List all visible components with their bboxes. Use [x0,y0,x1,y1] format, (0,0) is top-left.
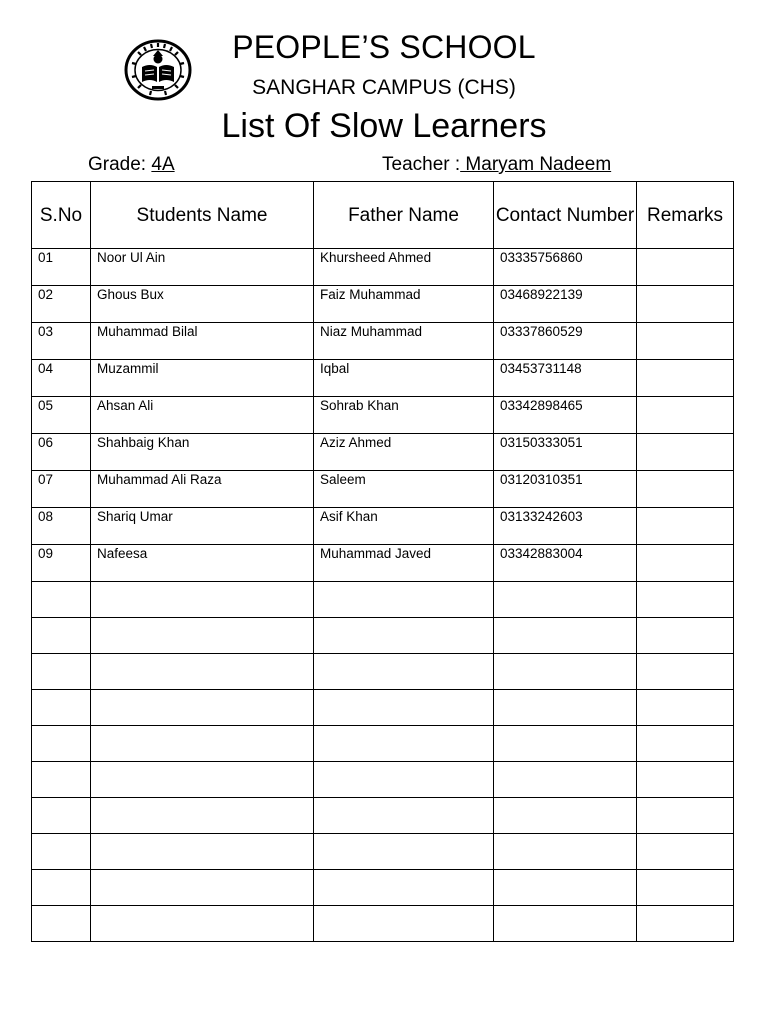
blank-table-row [32,762,734,798]
blank-cell [314,618,494,654]
blank-cell [494,726,637,762]
blank-cell [32,870,91,906]
blank-cell [494,870,637,906]
blank-cell [494,690,637,726]
student-name-cell: Muhammad Ali Raza [91,471,314,508]
blank-cell [637,798,734,834]
blank-table-row [32,582,734,618]
blank-cell [314,870,494,906]
blank-cell [91,690,314,726]
column-header-student-name: Students Name [91,182,314,249]
blank-cell [32,654,91,690]
blank-cell [494,618,637,654]
teacher-value: Maryam Nadeem [460,154,612,175]
blank-cell [494,798,637,834]
blank-cell [91,582,314,618]
remarks-cell [637,397,734,434]
blank-cell [637,690,734,726]
blank-cell [637,762,734,798]
blank-cell [32,618,91,654]
teacher-label: Teacher : [382,154,461,175]
remarks-cell [637,471,734,508]
blank-cell [314,906,494,942]
sno-cell: 09 [32,545,91,582]
student-name-cell: Noor Ul Ain [91,249,314,286]
remarks-cell [637,360,734,397]
blank-cell [637,582,734,618]
blank-table-row [32,618,734,654]
blank-cell [91,762,314,798]
blank-table-row [32,906,734,942]
blank-cell [32,690,91,726]
blank-table-row [32,726,734,762]
father-name-cell: Iqbal [314,360,494,397]
blank-cell [314,654,494,690]
blank-cell [91,870,314,906]
blank-cell [494,762,637,798]
column-header-father-name: Father Name [314,182,494,249]
blank-cell [637,654,734,690]
contact-number-cell: 03342883004 [494,545,637,582]
table-row [32,471,734,508]
sno-cell: 06 [32,434,91,471]
blank-cell [91,906,314,942]
table-body [32,249,734,942]
blank-table-row [32,870,734,906]
blank-cell [314,582,494,618]
sno-cell: 01 [32,249,91,286]
table-row [32,397,734,434]
blank-cell [314,690,494,726]
blank-cell [494,654,637,690]
remarks-cell [637,286,734,323]
remarks-cell [637,249,734,286]
father-name-cell: Muhammad Javed [314,545,494,582]
student-name-cell: Muzammil [91,360,314,397]
remarks-cell [637,323,734,360]
grade-label: Grade: [88,154,147,175]
remarks-cell [637,434,734,471]
student-name-cell: Ghous Bux [91,286,314,323]
father-name-cell: Asif Khan [314,508,494,545]
blank-cell [494,834,637,870]
table-header-row [32,182,734,249]
blank-cell [32,762,91,798]
blank-cell [314,762,494,798]
contact-number-cell: 03342898465 [494,397,637,434]
table-row [32,545,734,582]
contact-number-cell: 03120310351 [494,471,637,508]
contact-number-cell: 03133242603 [494,508,637,545]
blank-cell [494,582,637,618]
father-name-cell: Niaz Muhammad [314,323,494,360]
student-name-cell: Nafeesa [91,545,314,582]
blank-cell [314,834,494,870]
father-name-cell: Saleem [314,471,494,508]
contact-number-cell: 03335756860 [494,249,637,286]
blank-cell [637,834,734,870]
table-row [32,323,734,360]
blank-cell [32,834,91,870]
blank-cell [637,618,734,654]
blank-cell [32,582,91,618]
father-name-cell: Sohrab Khan [314,397,494,434]
blank-table-row [32,798,734,834]
grade-value: 4A [151,154,175,175]
blank-cell [32,798,91,834]
sno-cell: 03 [32,323,91,360]
blank-cell [32,726,91,762]
blank-cell [91,618,314,654]
sno-cell: 05 [32,397,91,434]
blank-cell [91,726,314,762]
father-name-cell: Khursheed Ahmed [314,249,494,286]
slow-learners-table [31,181,734,942]
blank-cell [314,726,494,762]
sno-cell: 07 [32,471,91,508]
sno-cell: 04 [32,360,91,397]
table-row [32,249,734,286]
table-row [32,360,734,397]
blank-cell [637,726,734,762]
column-header-sno: S.No [32,182,91,249]
grade-line [88,153,175,177]
student-name-cell: Muhammad Bilal [91,323,314,360]
document-title: List Of Slow Learners [221,107,547,145]
blank-cell [32,906,91,942]
blank-table-row [32,654,734,690]
school-name: PEOPLE’S SCHOOL [232,29,536,65]
campus-name: SANGHAR CAMPUS (CHS) [252,76,516,99]
father-name-cell: Aziz Ahmed [314,434,494,471]
contact-number-cell: 03150333051 [494,434,637,471]
student-name-cell: Shahbaig Khan [91,434,314,471]
blank-cell [91,798,314,834]
column-header-contact-number: Contact Number [494,182,637,249]
remarks-cell [637,545,734,582]
table-row [32,508,734,545]
table-row [32,434,734,471]
contact-number-cell: 03453731148 [494,360,637,397]
blank-cell [314,798,494,834]
blank-cell [637,870,734,906]
student-name-cell: Shariq Umar [91,508,314,545]
blank-table-row [32,834,734,870]
father-name-cell: Faiz Muhammad [314,286,494,323]
blank-cell [637,906,734,942]
remarks-cell [637,508,734,545]
sno-cell: 08 [32,508,91,545]
column-header-remarks: Remarks [637,182,734,249]
sno-cell: 02 [32,286,91,323]
table-row [32,286,734,323]
blank-cell [494,906,637,942]
contact-number-cell: 03468922139 [494,286,637,323]
student-name-cell: Ahsan Ali [91,397,314,434]
blank-cell [91,654,314,690]
blank-cell [91,834,314,870]
blank-table-row [32,690,734,726]
teacher-line [382,153,611,177]
contact-number-cell: 03337860529 [494,323,637,360]
